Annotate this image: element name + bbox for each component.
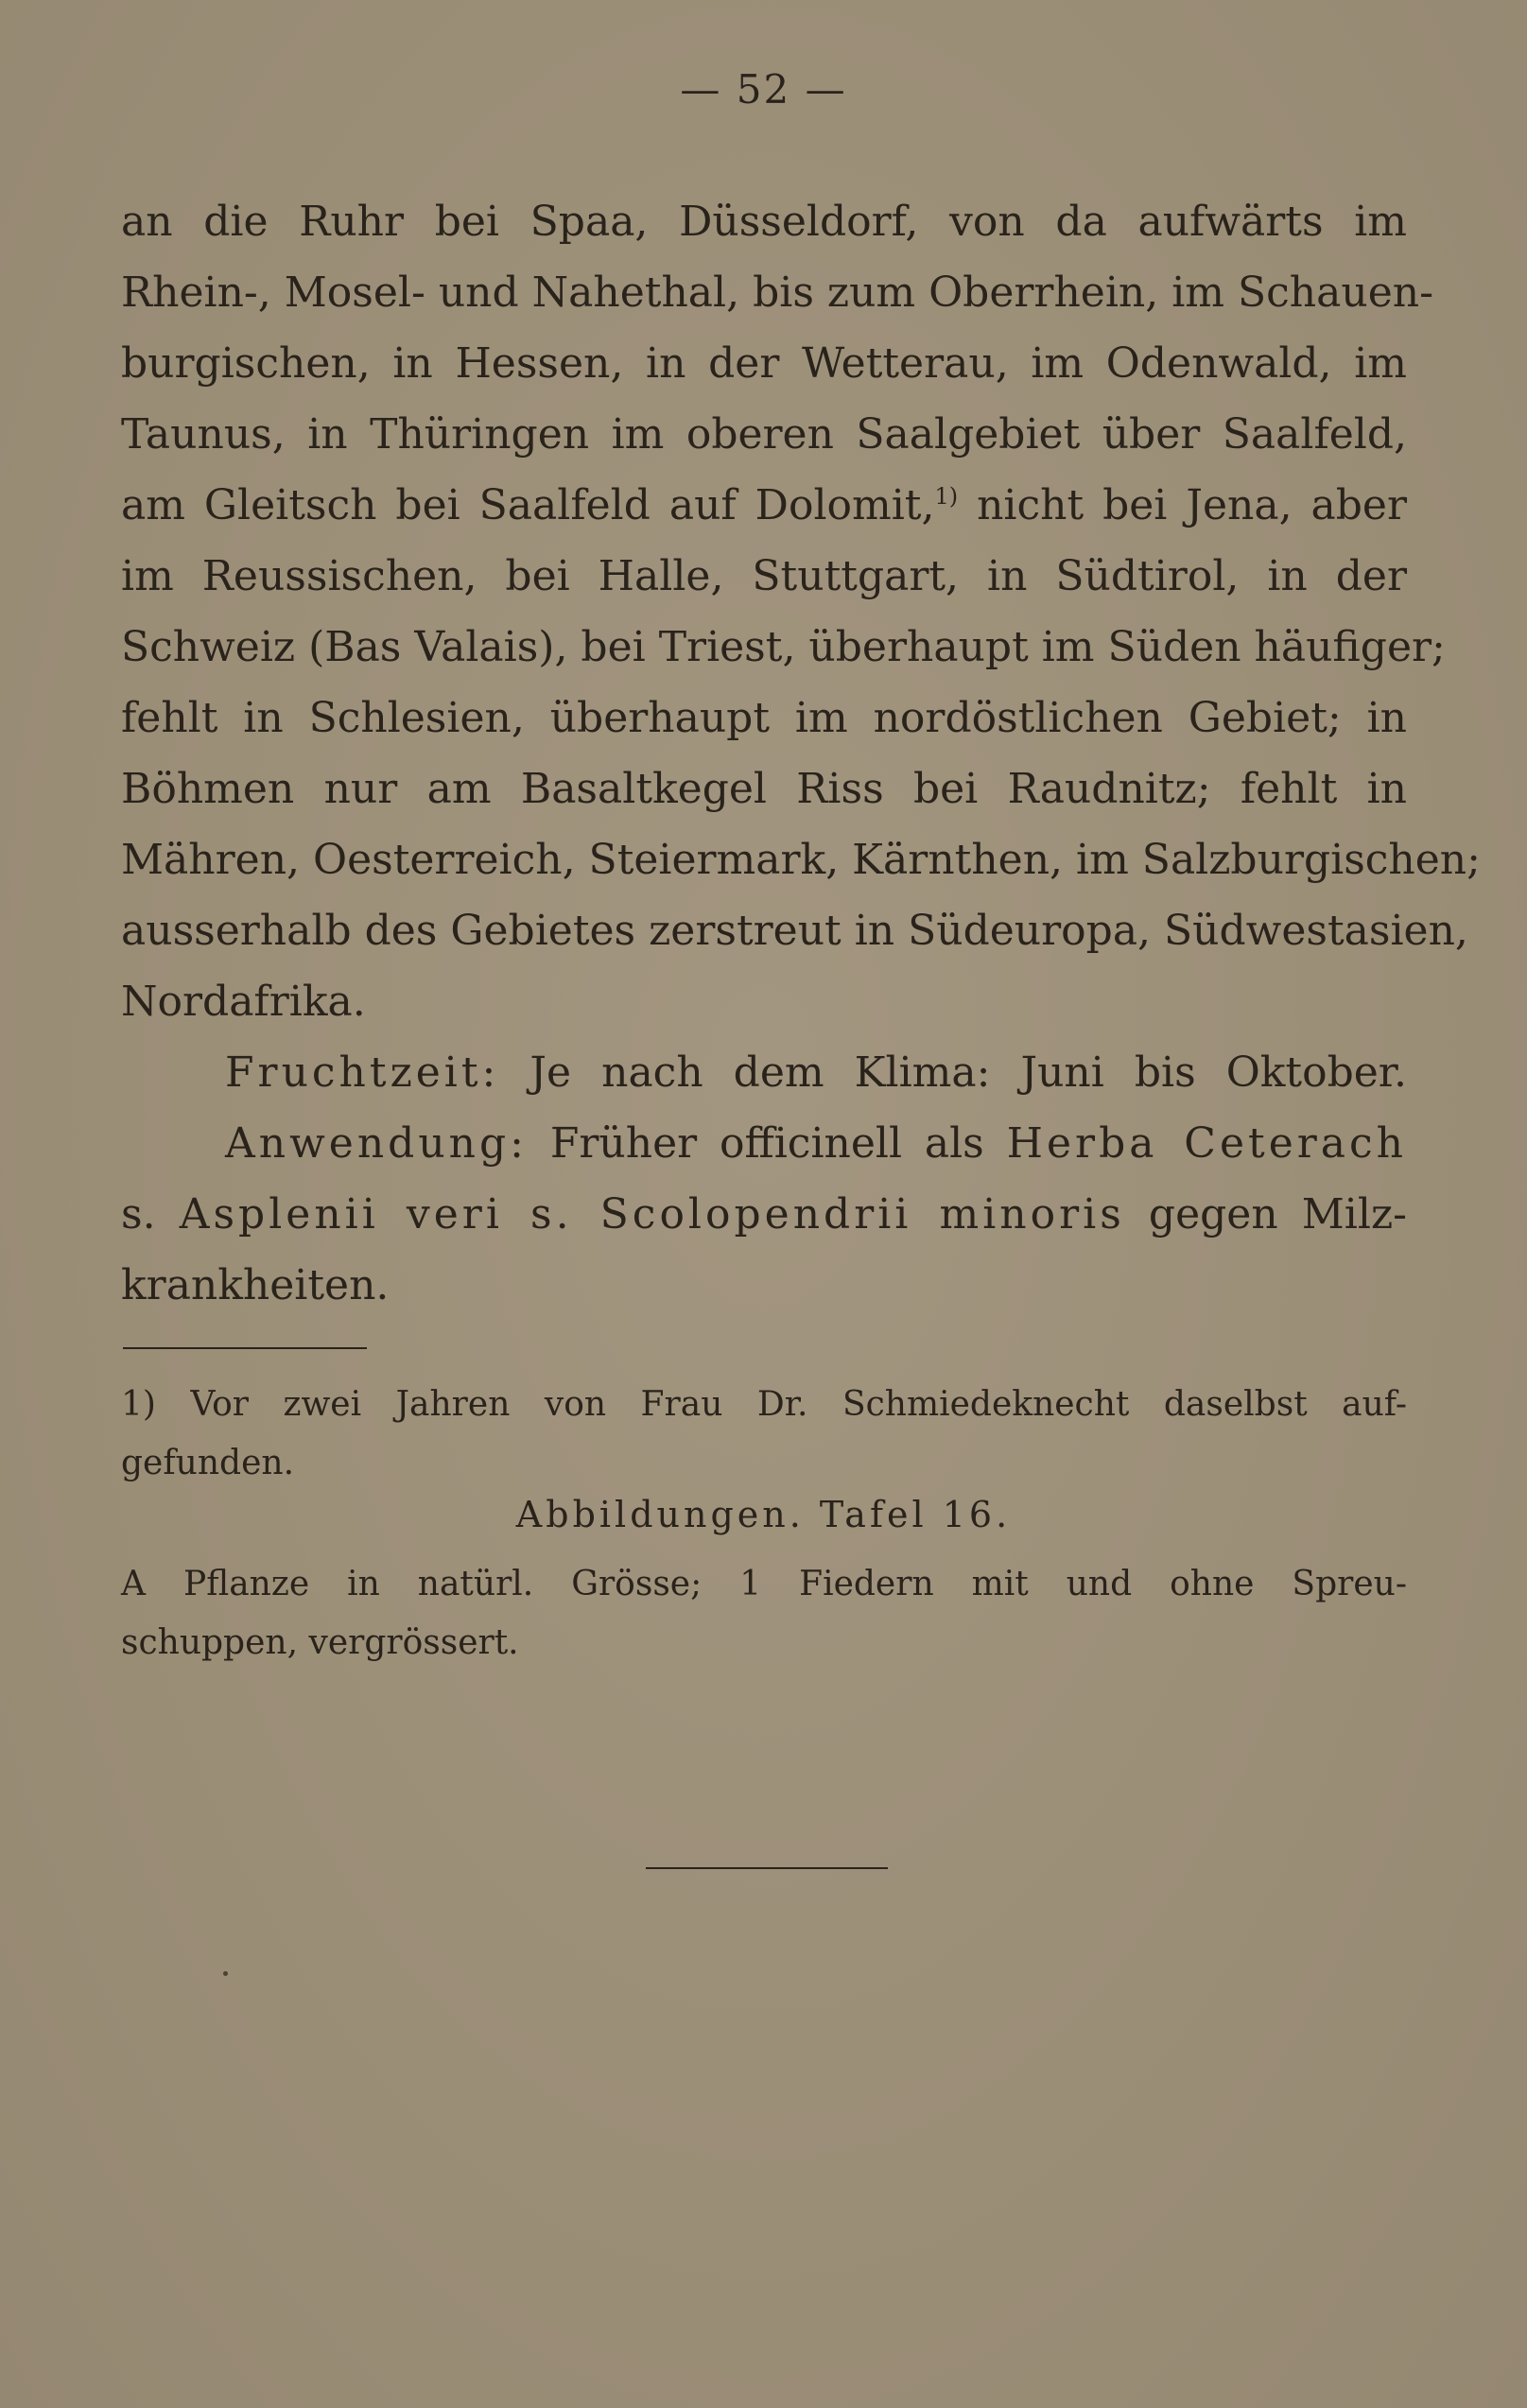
fruiting-time-text: Je nach dem Klima: Juni bis Oktober.: [529, 1048, 1407, 1097]
usage-text: s.: [121, 1190, 156, 1239]
footnote-separator: [123, 1347, 367, 1349]
usage-text: gegen Milz-: [1148, 1190, 1407, 1239]
fruiting-time-label: Fruchtzeit:: [225, 1048, 500, 1097]
figures-heading: Abbildungen. Tafel 16.: [515, 1494, 1012, 1535]
text-line: Schweiz (Bas Valais), bei Triest, überhaupt im Süden häufiger;: [121, 623, 1446, 671]
main-paragraph: [121, 186, 1481, 1321]
text-line: Böhmen nur am Basaltkegel Riss bei Raudnitz; fehlt in: [121, 765, 1407, 813]
herb-synonyms: Asplenii veri s. Scolopendrii minoris: [179, 1190, 1125, 1239]
footnote-line: gefunden.: [121, 1444, 295, 1482]
text-line: Nordafrika.: [121, 978, 366, 1026]
footnote: [121, 1376, 1407, 1493]
text-line: fehlt in Schlesien, überhaupt im nordöstlichen Gebiet; in: [121, 694, 1407, 742]
figures-description: [121, 1555, 1407, 1672]
usage-label: Anwendung:: [225, 1119, 528, 1168]
text-line: an die Ruhr bei Spaa, Düsseldorf, von da aufwärts im: [121, 198, 1407, 246]
usage-line: [121, 1108, 1407, 1179]
text-line-part: nicht bei Jena, aber: [977, 481, 1407, 529]
text-line: burgischen, in Hessen, in der Wetterau, im Odenwald, im: [121, 339, 1407, 388]
end-rule: [646, 1867, 888, 1869]
fruiting-time-line: [121, 1037, 1407, 1108]
figures-line: A Pflanze in natürl. Grösse; 1 Fiedern mit und ohne Spreu-: [121, 1565, 1407, 1603]
page-number: — 52 —: [680, 66, 847, 113]
herb-name: Herba Ceterach: [1006, 1119, 1407, 1168]
text-line: Mähren, Oesterreich, Steiermark, Kärnthen, im Salzburgischen;: [121, 836, 1481, 884]
paper-speck: [223, 1971, 228, 1976]
usage-text: Früher officinell als: [549, 1119, 984, 1168]
usage-line: krankheiten.: [121, 1261, 390, 1309]
text-line-part: am Gleitsch bei Saalfeld auf Dolomit,: [121, 481, 935, 529]
footnote-marker: 1): [934, 483, 959, 510]
usage-line: [121, 1179, 1407, 1250]
text-line: Rhein-, Mosel- und Nahethal, bis zum Oberrhein, im Schauen-: [121, 269, 1433, 317]
text-line: Taunus, in Thüringen im oberen Saalgebiet über Saalfeld,: [121, 410, 1407, 459]
footnote-line: 1) Vor zwei Jahren von Frau Dr. Schmiedeknecht daselbst auf-: [121, 1385, 1407, 1424]
text-line-with-footnote: [121, 470, 1407, 541]
text-line: im Reussischen, bei Halle, Stuttgart, in Südtirol, in der: [121, 552, 1407, 600]
text-line: ausserhalb des Gebietes zerstreut in Südeuropa, Südwestasien,: [121, 907, 1468, 955]
figures-line: schuppen, vergrössert.: [121, 1623, 519, 1662]
